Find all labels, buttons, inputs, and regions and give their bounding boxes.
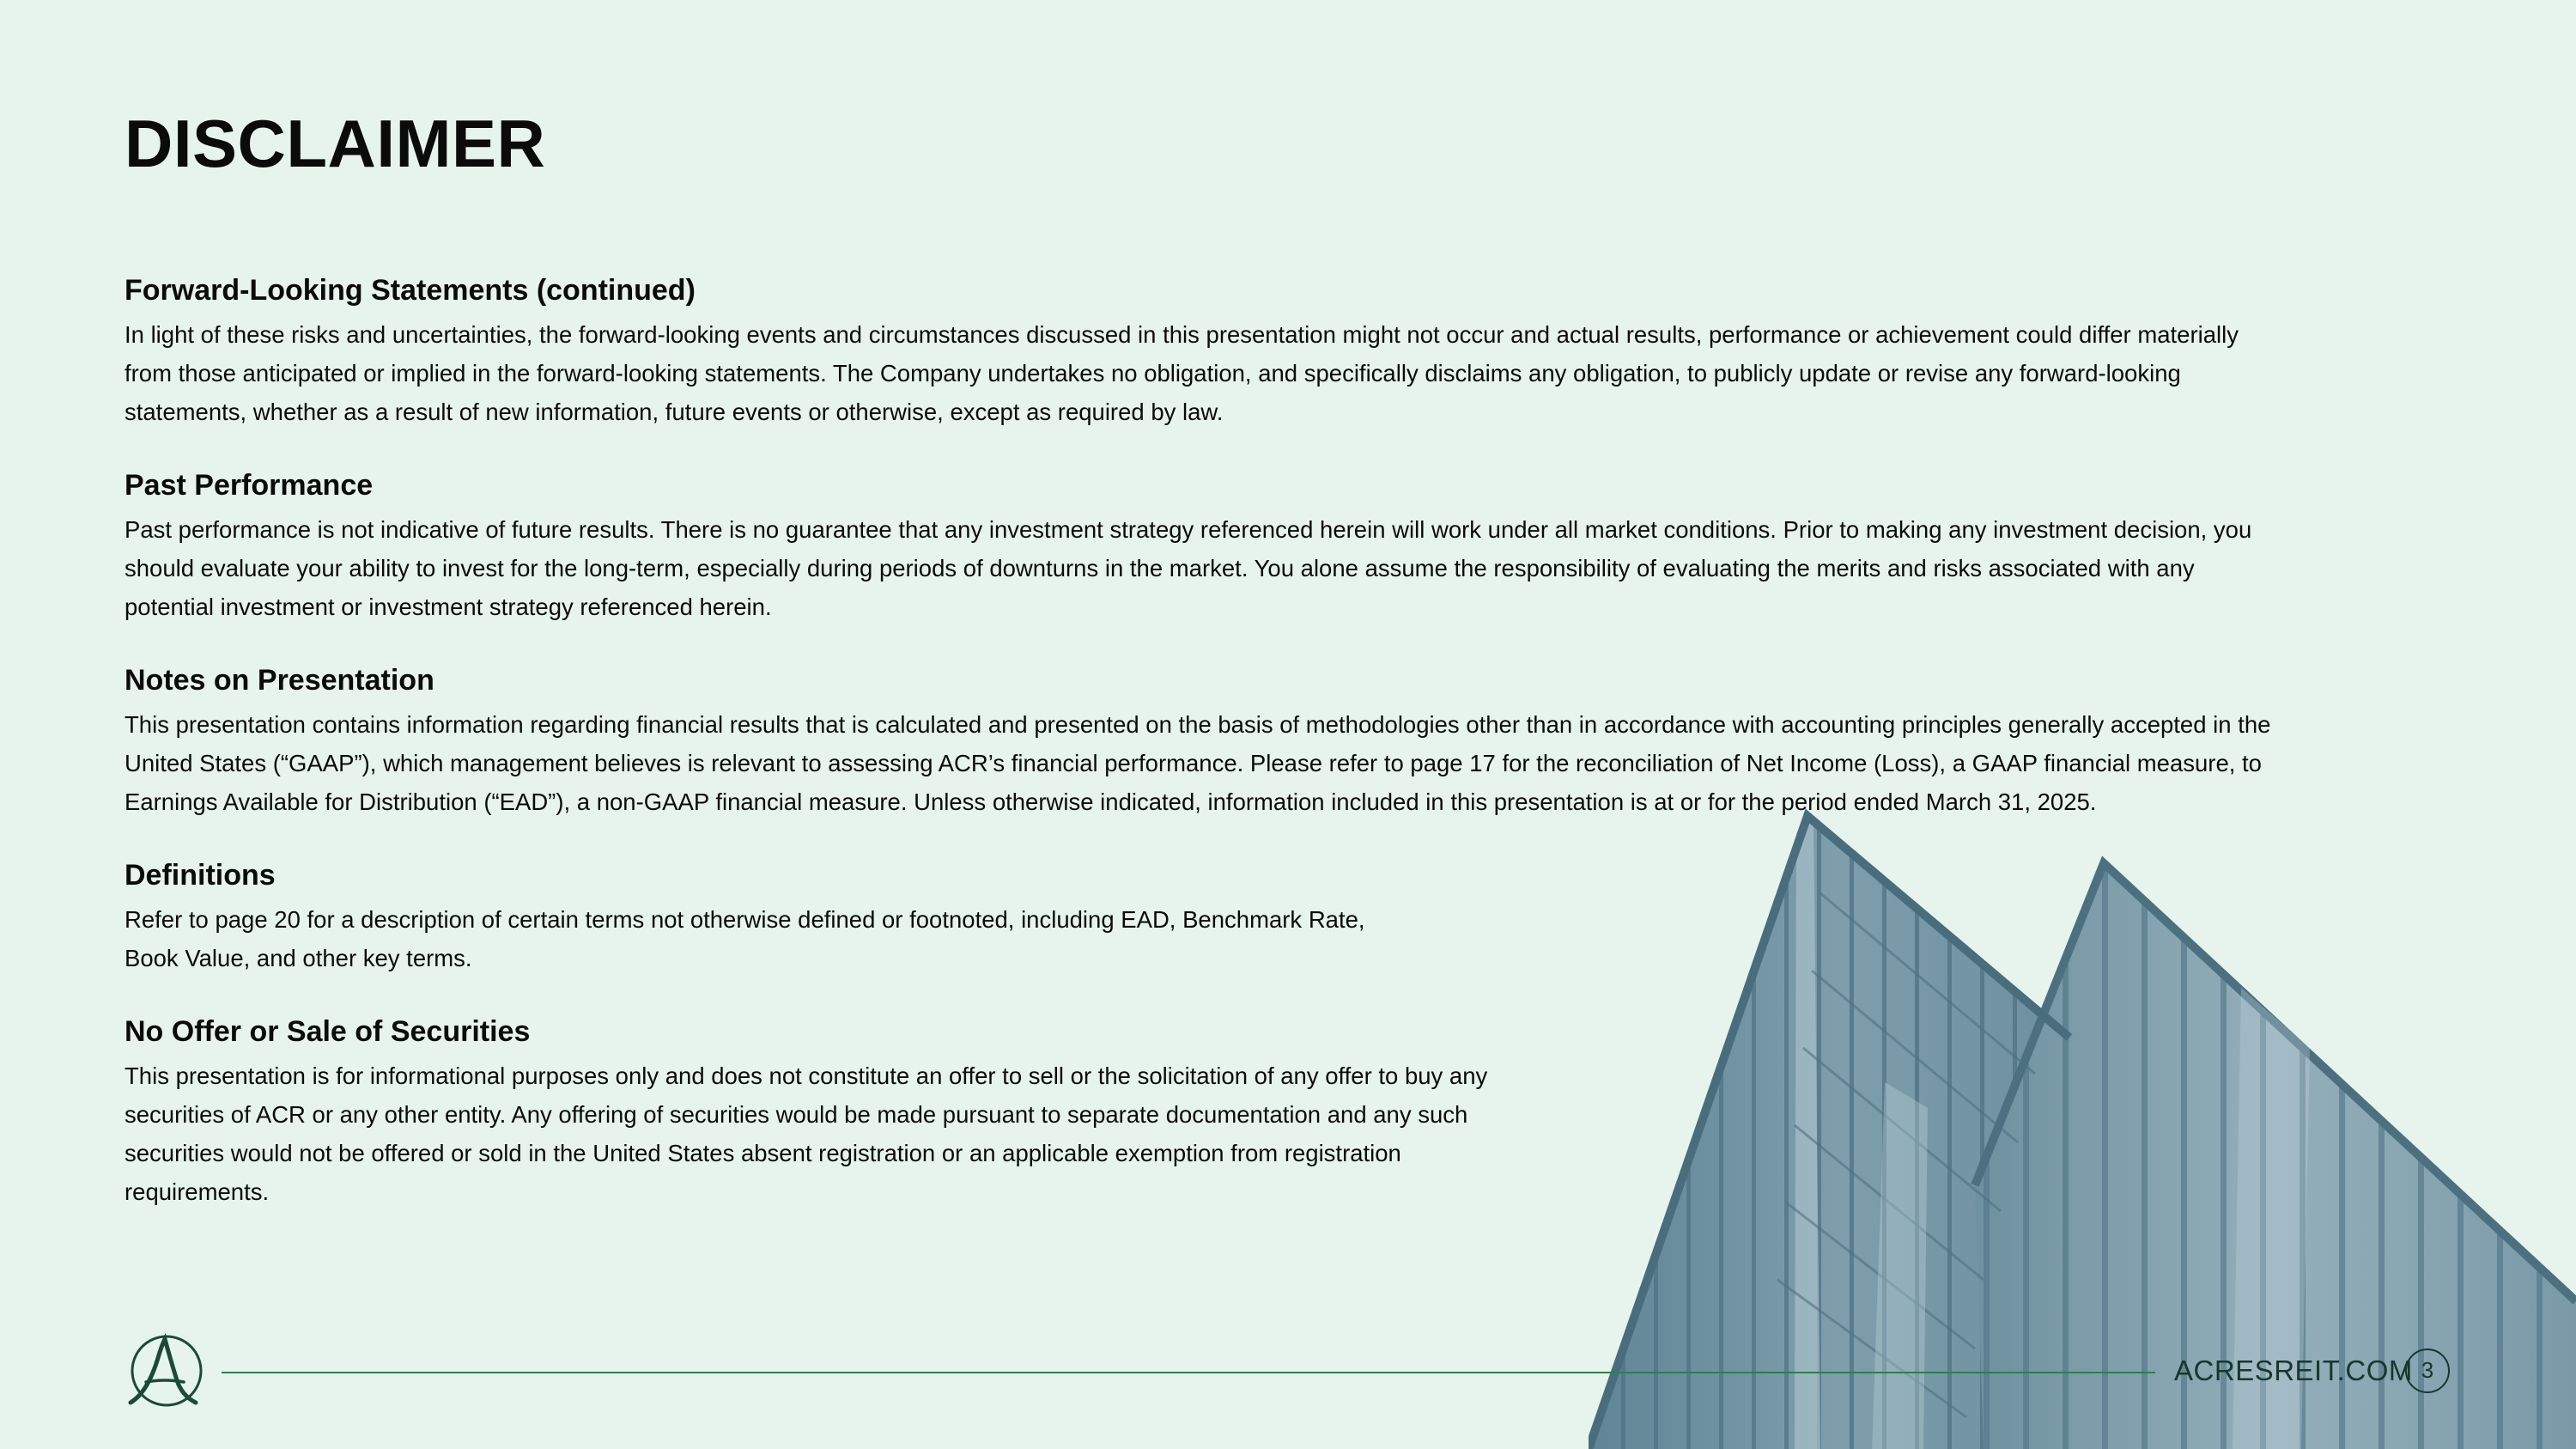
section-definitions	[125, 858, 1498, 977]
acres-logo-icon	[122, 1332, 206, 1409]
website-link[interactable]: ACRESREIT.COM	[2174, 1355, 2413, 1386]
section-body	[125, 315, 2400, 431]
section-heading: Notes on Presentation	[125, 664, 434, 697]
body-line: statements, whether as a result of new information, future events or otherwise, except as required by law.	[125, 398, 1224, 425]
page-title: DISCLAIMER	[125, 106, 546, 181]
section-body	[125, 705, 2400, 821]
section-heading: No Offer or Sale of Securities	[125, 1015, 531, 1048]
section-past-performance	[125, 468, 2400, 626]
body-line: This presentation contains information regarding financial results that is calculated and presented on the basis of methodologies other than in accordance with accounting principles generally accepted in the	[125, 710, 2271, 738]
section-body	[125, 510, 2400, 626]
section-forward-looking-statements	[125, 273, 2400, 431]
body-line: Earnings Available for Distribution (“EAD”), a non-GAAP financial measure. Unless otherwise indicated, information included in this presentation is at or for the period ended March 31, 2025.	[125, 788, 2097, 815]
body-line: United States (“GAAP”), which management believes is relevant to assessing ACR’s financial performance. Please refer to page 17 for the reconciliation of Net Income (Loss), a GAAP financial measure, to	[125, 749, 2262, 776]
body-line: Book Value, and other key terms.	[125, 944, 472, 971]
section-notes-on-presentation	[125, 663, 2400, 821]
page-number-badge: 3	[2405, 1349, 2450, 1393]
footer-divider	[222, 1372, 2155, 1373]
body-line: from those anticipated or implied in the forward-looking statements. The Company undertakes no obligation, and specifically disclaims any obligation, to publicly update or revise any forward-looking	[125, 359, 2181, 387]
body-line: securities of ACR or any other entity. Any offering of securities would be made pursuant to separate documentation and any such	[125, 1100, 1468, 1128]
body-line: In light of these risks and uncertainties, the forward-looking events and circumstances discussed in this presentation might not occur and actual results, performance or achievement could differ materially	[125, 320, 2239, 348]
body-line: potential investment or investment strategy referenced herein.	[125, 593, 772, 620]
body-line: requirements.	[125, 1178, 270, 1205]
body-line: Past performance is not indicative of future results. There is no guarantee that any investment strategy referenced herein will work under all market conditions. Prior to making any investment decision, you	[125, 515, 2252, 543]
section-body	[125, 1056, 1670, 1211]
section-body	[125, 900, 1498, 977]
body-line: securities would not be offered or sold in the United States absent registration or an applicable exemption from registration	[125, 1139, 1401, 1166]
section-no-offer-or-sale	[125, 1014, 1670, 1211]
body-line: This presentation is for informational purposes only and does not constitute an offer to sell or the solicitation of any offer to buy any	[125, 1062, 1488, 1089]
section-heading: Forward-Looking Statements (continued)	[125, 274, 696, 307]
body-line: should evaluate your ability to invest for the long-term, especially during periods of downturns in the market. You alone assume the responsibility of evaluating the merits and risks associated with any	[125, 554, 2195, 581]
section-heading: Definitions	[125, 859, 276, 892]
body-line: Refer to page 20 for a description of certain terms not otherwise defined or footnoted, including EAD, Benchmark Rate,	[125, 905, 1365, 933]
section-heading: Past Performance	[125, 469, 374, 502]
